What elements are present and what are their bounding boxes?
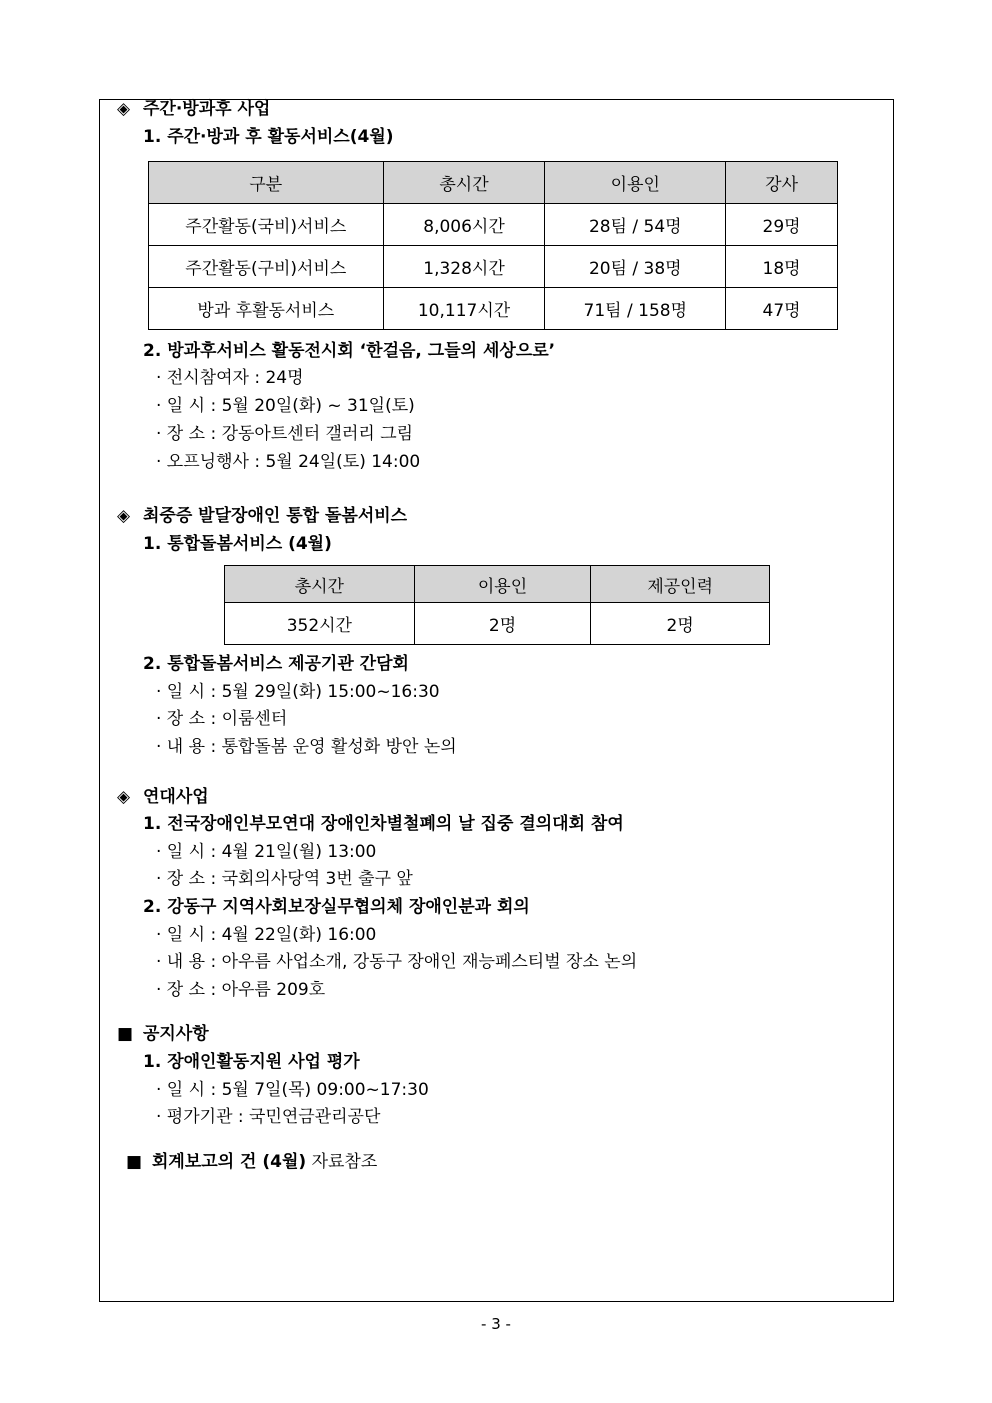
diamond-icon: ◈: [117, 99, 131, 119]
bullet-item: · 일 시 : 4월 21일(월) 13:00: [156, 842, 377, 862]
subsection-title: 1. 통합돌봄서비스 (4월): [143, 534, 332, 554]
table-row: [225, 603, 770, 645]
section-heading-daycare: [117, 98, 270, 120]
table-cell: 방과 후활동서비스: [149, 288, 384, 330]
bullet-item: · 평가기관 : 국민연금관리공단: [156, 1107, 381, 1127]
section-heading-accounting: [126, 1151, 377, 1173]
bullet-item: · 장 소 : 아우름 209호: [156, 980, 326, 1000]
table-cell: 71팀 / 158명: [545, 288, 726, 330]
section-heading-integrated-care: [117, 505, 407, 527]
table-header: 총시간: [383, 162, 545, 204]
table-cell: 2명: [591, 603, 770, 645]
bullet-item: · 일 시 : 5월 29일(화) 15:00~16:30: [156, 682, 440, 702]
table-row: [149, 246, 838, 288]
table-header: 제공인력: [591, 566, 770, 603]
table-cell: 2명: [414, 603, 591, 645]
bullet-item: · 일 시 : 5월 7일(목) 09:00~17:30: [156, 1080, 429, 1100]
section-title: 최중증 발달장애인 통합 돌봄서비스: [143, 506, 408, 526]
table-row: [149, 204, 838, 246]
table-cell: 1,328시간: [383, 246, 545, 288]
section-title: 회계보고의 건 (4월): [152, 1152, 307, 1172]
section-note: 자료참조: [311, 1152, 378, 1172]
subsection-title: 2. 강동구 지역사회보장실무협의체 장애인분과 회의: [143, 897, 530, 917]
table-header-row: [149, 162, 838, 204]
section-title: 공지사항: [143, 1024, 209, 1044]
table-cell: 주간활동(구비)서비스: [149, 246, 384, 288]
table-cell: 29명: [726, 204, 838, 246]
table-cell: 352시간: [225, 603, 415, 645]
bullet-item: · 장 소 : 이룸센터: [156, 709, 288, 729]
section-title: 연대사업: [143, 787, 209, 807]
section-title: 주간·방과후 사업: [143, 99, 271, 119]
subsection-title: 1. 주간·방과 후 활동서비스(4월): [143, 127, 394, 147]
bullet-item: · 내 용 : 통합돌봄 운영 활성화 방안 논의: [156, 737, 457, 757]
table-cell: 18명: [726, 246, 838, 288]
bullet-item: · 장 소 : 국회의사당역 3번 출구 앞: [156, 869, 413, 889]
table-header: 강사: [726, 162, 838, 204]
bullet-item: · 장 소 : 강동아트센터 갤러리 그림: [156, 424, 414, 444]
section-heading-notices: [117, 1023, 209, 1045]
subsection-title: 1. 장애인활동지원 사업 평가: [143, 1052, 360, 1072]
integrated-care-table: [224, 565, 770, 645]
table-cell: 47명: [726, 288, 838, 330]
table-cell: 20팀 / 38명: [545, 246, 726, 288]
subsection-title: 2. 통합돌봄서비스 제공기관 간담회: [143, 654, 409, 674]
bullet-item: · 전시참여자 : 24명: [156, 368, 304, 388]
bullet-item: · 오프닝행사 : 5월 24일(토) 14:00: [156, 452, 421, 472]
diamond-icon: ◈: [117, 506, 131, 526]
table-cell: 주간활동(국비)서비스: [149, 204, 384, 246]
table-header: 이용인: [414, 566, 591, 603]
table-cell: 28팀 / 54명: [545, 204, 726, 246]
bullet-item: · 일 시 : 5월 20일(화) ~ 31일(토): [156, 396, 415, 416]
activity-service-table: [148, 161, 838, 330]
table-row: [149, 288, 838, 330]
table-header-row: [225, 566, 770, 603]
subsection-title: 2. 방과후서비스 활동전시회 ‘한걸음, 그들의 세상으로’: [143, 341, 556, 361]
square-icon: ■: [126, 1152, 143, 1172]
bullet-item: · 내 용 : 아우름 사업소개, 강동구 장애인 재능페스티벌 장소 논의: [156, 952, 638, 972]
table-header: 이용인: [545, 162, 726, 204]
subsection-title: 1. 전국장애인부모연대 장애인차별철폐의 날 집중 결의대회 참여: [143, 814, 624, 834]
section-heading-solidarity: [117, 786, 209, 808]
table-cell: 10,117시간: [383, 288, 545, 330]
table-header: 총시간: [225, 566, 415, 603]
page-number: - 3 -: [481, 1315, 511, 1333]
diamond-icon: ◈: [117, 787, 131, 807]
table-header: 구분: [149, 162, 384, 204]
table-cell: 8,006시간: [383, 204, 545, 246]
square-icon: ■: [117, 1024, 134, 1044]
bullet-item: · 일 시 : 4월 22일(화) 16:00: [156, 925, 377, 945]
